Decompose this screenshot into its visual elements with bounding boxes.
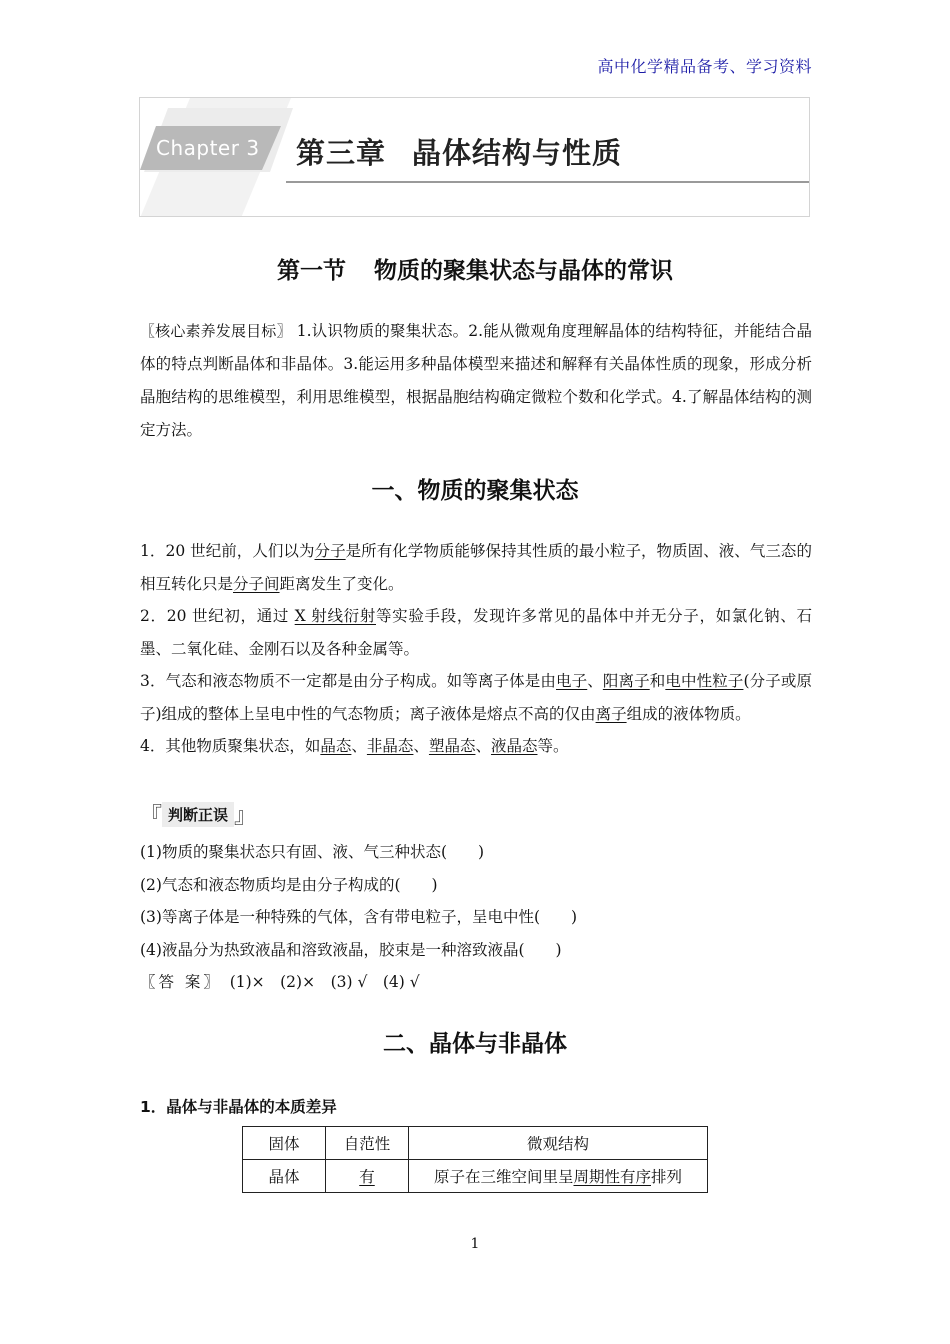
part2-subheading: 1．晶体与非晶体的本质差异	[140, 1098, 337, 1116]
core-goals	[140, 315, 812, 447]
table-row	[243, 1160, 708, 1193]
core-goals-tag: 〖核心素养发展目标〗	[140, 322, 292, 340]
list-item: 3．气态和液态物质不一定都是由分子构成。如等离子体是由电子、阳离子和电中性粒子(分子或原子)组成的整体上呈电中性的气态物质；离子液体是熔点不高的仅由离子组成的液体物质。	[140, 672, 812, 723]
crystal-table	[242, 1126, 708, 1193]
table-cell: 有	[326, 1160, 409, 1193]
chapter-banner	[139, 97, 810, 217]
part2-heading: 二、晶体与非晶体	[383, 1031, 567, 1057]
table-header-row	[243, 1127, 708, 1160]
chapter-label: Chapter 3	[156, 136, 260, 160]
core-goals-text: 1.认识物质的聚集状态。2.能从微观角度理解晶体的结构特征，并能结合晶体的特点判断晶体和非晶体。3.能运用多种晶体模型来描述和解释有关晶体性质的现象，形成分析晶胞结构的思维模型，利用思维模型，根据晶胞结构确定微粒个数和化学式。4.了解晶体结构的测定方法。	[140, 322, 812, 439]
part1-heading: 一、物质的聚集状态	[371, 478, 579, 504]
table-header: 微观结构	[409, 1127, 708, 1160]
section-name: 物质的聚集状态与晶体的常识	[374, 258, 673, 284]
part1-items	[140, 535, 812, 763]
table-header: 固体	[243, 1127, 326, 1160]
section-title	[0, 252, 950, 285]
table-cell: 晶体	[243, 1160, 326, 1193]
list-item: 2．20 世纪初，通过 X 射线衍射等实验手段，发现许多常见的晶体中并无分子，如氯化钠、石墨、二氧化硅、金刚石以及各种金属等。	[140, 607, 812, 658]
chapter-name: 晶体结构与性质	[412, 136, 623, 170]
list-item: 1．20 世纪前，人们以为分子是所有化学物质能够保持其性质的最小粒子，物质固、液、气三态的相互转化只是分子间距离发生了变化。	[140, 542, 812, 593]
judge-question: (1)物质的聚集状态只有固、液、气三种状态( )	[140, 843, 485, 861]
chapter-title	[296, 131, 622, 172]
judge-badge: 『 判断正误 』	[140, 803, 257, 829]
judge-questions	[140, 836, 577, 999]
answer-line: 〖答 案〗 (1)× (2)× (3) √ (4) √	[140, 973, 420, 991]
header-note: 高中化学精品备考、学习资料	[597, 57, 812, 76]
judge-question: (4)液晶分为热致液晶和溶致液晶，胶束是一种溶致液晶( )	[140, 940, 562, 959]
table-cell: 原子在三维空间里呈周期性有序排列	[409, 1160, 708, 1193]
judge-question: (2)气态和液态物质均是由分子构成的( )	[140, 875, 438, 894]
section-number: 第一节	[277, 258, 346, 284]
list-item: 4．其他物质聚集状态，如晶态、非晶态、塑晶态、液晶态等。	[140, 737, 569, 755]
table-header: 自范性	[326, 1127, 409, 1160]
chapter-number: 第三章	[296, 136, 387, 170]
page-number: 1	[470, 1236, 480, 1252]
judge-question: (3)等离子体是一种特殊的气体，含有带电粒子，呈电中性( )	[140, 908, 578, 926]
